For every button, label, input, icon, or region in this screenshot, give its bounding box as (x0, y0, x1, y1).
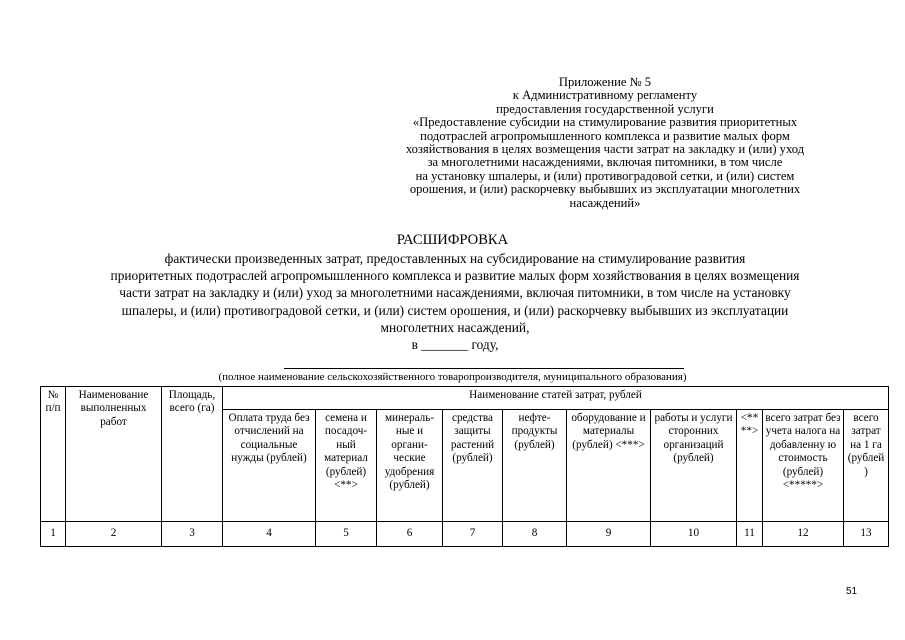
column-number-cell: 3 (162, 522, 223, 547)
appendix-line: предоставления государственной услуги (496, 101, 714, 116)
header-cell-equipment: оборудование и материалы (рублей) <***> (567, 410, 651, 522)
column-number-cell: 5 (316, 522, 377, 547)
column-number-cell: 1 (41, 522, 66, 547)
costs-table (40, 386, 889, 547)
header-cell-plant-protection: средства защиты растений (рублей) (443, 410, 503, 522)
header-cell-seeds: семена и посадоч- ный материал (рублей) <**> (316, 410, 377, 522)
organization-blank-line (284, 368, 684, 369)
header-cell-other: <** **> (737, 410, 763, 522)
column-number-cell: 7 (443, 522, 503, 547)
column-number-cell: 8 (503, 522, 567, 547)
subtitle-line: части затрат на закладку и (или) уход за многолетними насаждениями, включая питомники, в том числе на установку (119, 285, 791, 301)
appendix-line: хозяйствования в целях возмещения части затрат на закладку и (или) уход (405, 142, 805, 157)
subtitle-line: в _______ году, (411, 337, 499, 353)
column-number-cell: 11 (737, 522, 763, 547)
header-cell-fertilizers: минераль- ные и органи- ческие удобрения (рублей) (377, 410, 443, 522)
column-number-cell: 13 (844, 522, 889, 547)
organization-caption: (полное наименование сельскохозяйственного товаропроизводителя, муниципального образования) (218, 371, 687, 383)
subtitle-line: фактически произведенных затрат, предоставленных на субсидирование на стимулирование развития (164, 251, 746, 266)
header-cell-total-without-vat: всего затрат без учета налога на добавленну ю стоимость (рублей) <*****> (763, 410, 844, 522)
appendix-line: за многолетними насаждениями, включая питомники, в том числе (427, 155, 783, 170)
column-number-cell: 2 (66, 522, 162, 547)
document-subtitle (60, 250, 850, 353)
appendix-line: насаждений» (569, 195, 641, 210)
header-cell-cost-items: Наименование статей затрат, рублей (223, 387, 889, 410)
appendix-line: подотраслей агропромышленного комплекса и развитие малых форм (420, 128, 790, 143)
subtitle-line: шпалеры, и (или) противоградовой сетки, и (или) систем орошения, и (или) раскорчевку выбывших из эксплуатации (121, 302, 789, 318)
appendix-line: на установку шпалеры, и (или) противоградовой сетки, и (или) систем (415, 168, 795, 183)
document-title: РАСШИФРОВКА (396, 232, 509, 248)
table-header-row (41, 387, 889, 410)
table-row-column-numbers (41, 522, 889, 547)
column-number-cell: 4 (223, 522, 316, 547)
header-cell-works: Наименование выполненных работ (66, 387, 162, 522)
appendix-line: Приложение № 5 (558, 75, 652, 89)
subtitle-line: многолетних насаждений, (380, 319, 530, 335)
appendix-line: к Административному регламенту (512, 88, 698, 103)
header-cell-number: № п/п (41, 387, 66, 522)
header-cell-labor: Оплата труда без отчислений на социальные нужды (рублей) (223, 410, 316, 522)
appendix-header (360, 76, 850, 210)
subtitle-line: приоритетных подотраслей агропромышленного комплекса и развитие малых форм хозяйствования в целях возмещения (110, 268, 800, 284)
column-number-cell: 9 (567, 522, 651, 547)
column-number-cell: 6 (377, 522, 443, 547)
header-cell-third-party-services: работы и услуги сторонних организаций (рублей) (651, 410, 737, 522)
appendix-line: орошения, и (или) раскорчевку выбывших из эксплуатации многолетних (409, 182, 801, 197)
column-number-cell: 12 (763, 522, 844, 547)
header-cell-petroleum: нефте- продукты (рублей) (503, 410, 567, 522)
column-number-cell: 10 (651, 522, 737, 547)
header-cell-total-per-hectare: всего затрат на 1 га (рублей ) (844, 410, 889, 522)
appendix-line: «Предоставление субсидии на стимулирование развития приоритетных (412, 115, 798, 130)
header-cell-area: Площадь, всего (га) (162, 387, 223, 522)
page-number: 51 (846, 586, 858, 597)
